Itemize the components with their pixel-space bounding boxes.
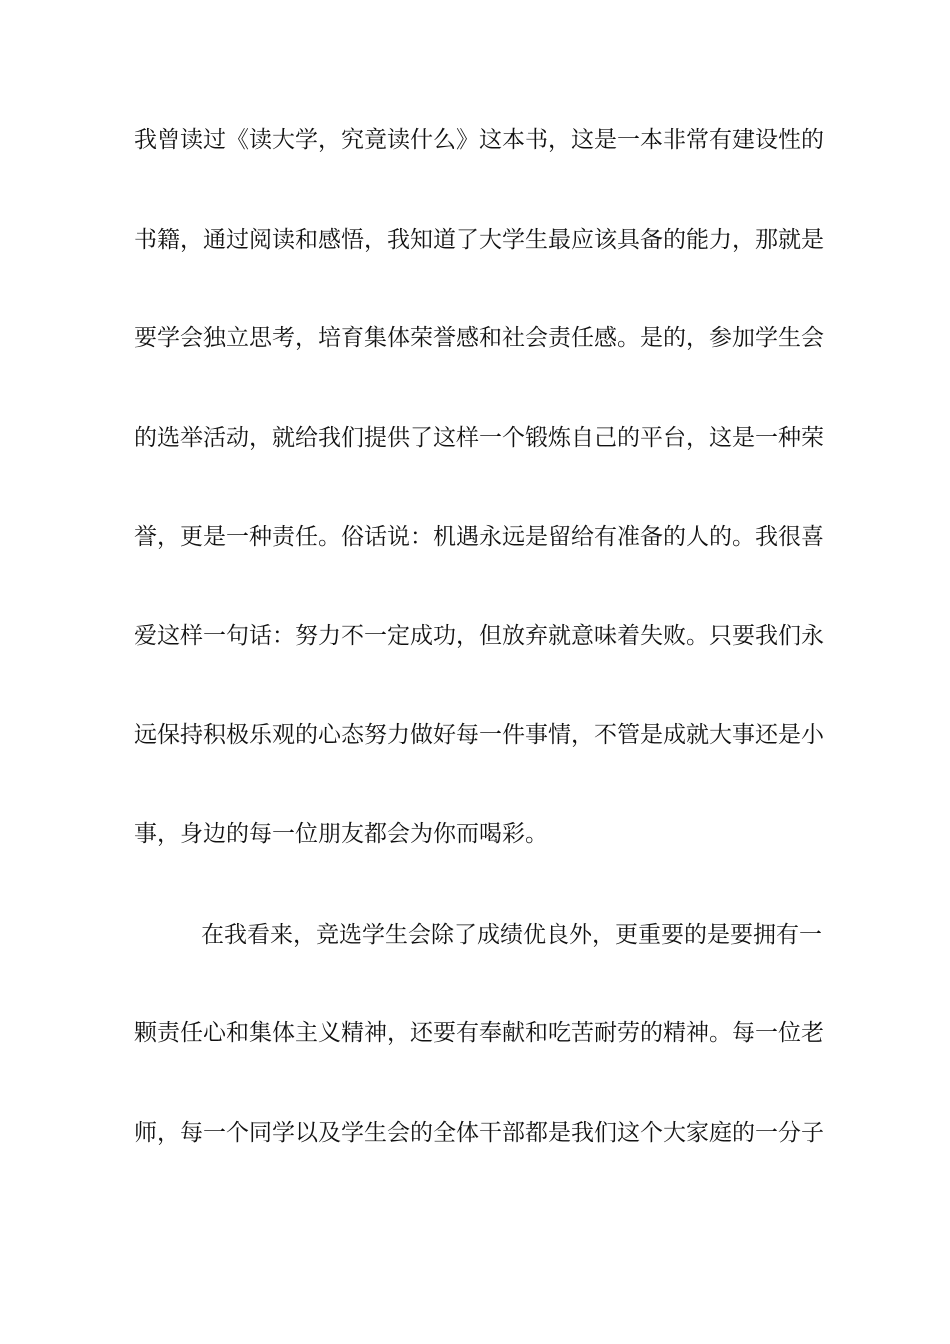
paragraph-1-line-4: 的选举活动，就给我们提供了这样一个锻炼自己的平台，这是一种荣 [134,425,824,451]
paragraph-2-line-2: 颗责任心和集体主义精神，还要有奉献和吃苦耐劳的精神。每一位老 [134,1020,824,1046]
paragraph-1-line-7: 远保持积极乐观的心态努力做好每一件事情，不管是成就大事还是小 [134,722,824,748]
paragraph-1-line-8: 事，身边的每一位朋友都会为你而喝彩。 [134,821,548,847]
paragraph-1-line-6: 爱这样一句话：努力不一定成功，但放弃就意味着失败。只要我们永 [134,623,824,649]
paragraph-2-line-3: 师，每一个同学以及学生会的全体干部都是我们这个大家庭的一分子 [134,1120,824,1146]
paragraph-1-line-2: 书籍，通过阅读和感悟，我知道了大学生最应该具备的能力，那就是 [134,227,824,253]
paragraph-1-line-1: 我曾读过《读大学，究竟读什么》这本书，这是一本非常有建设性的 [134,127,824,153]
paragraph-1-line-3: 要学会独立思考，培育集体荣誉感和社会责任感。是的，参加学生会 [134,325,824,351]
paragraph-2-line-1: 在我看来，竞选学生会除了成绩优良外，更重要的是要拥有一 [201,922,822,948]
paragraph-1-line-5: 誉，更是一种责任。俗话说：机遇永远是留给有准备的人的。我很喜 [134,524,824,550]
